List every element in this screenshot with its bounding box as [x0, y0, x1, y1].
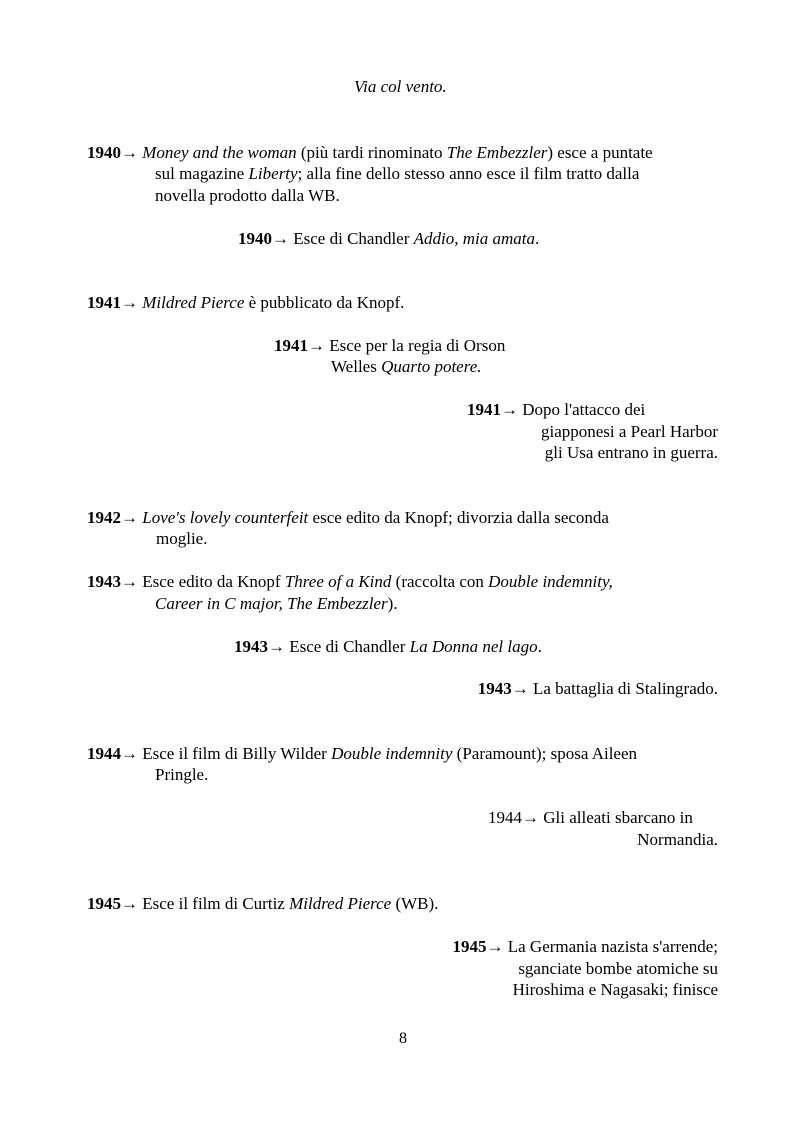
arrow: →: [486, 937, 504, 956]
entry-year: 1941: [274, 336, 308, 355]
entry-1945-end-war-line2: sganciate bombe atomiche su: [518, 959, 718, 978]
entry-1941-welles-line1: [274, 335, 505, 357]
entry-1940-money-line3: novella prodotto dalla WB.: [155, 186, 340, 205]
entry-1941-welles-line2: [331, 356, 482, 378]
entry-1944-wilder-line1: [87, 743, 637, 765]
entry-1943-knopf-line2: [155, 593, 398, 615]
entry-text: (WB).: [391, 894, 439, 913]
entry-1942-line2: moglie.: [156, 529, 208, 548]
entry-1944-normandy-line1: 1944→ Gli alleati sbarcano in: [488, 808, 693, 827]
entry-year: 1944: [87, 744, 121, 763]
arrow: →: [501, 400, 518, 419]
entry-year: 1943: [87, 572, 121, 591]
entry-text: Esce di Chandler: [289, 229, 414, 248]
entry-text: sul magazine: [155, 164, 249, 183]
entry-text: Esce il film di Billy Wilder: [138, 744, 332, 763]
entry-year: 1943: [234, 637, 268, 656]
entry-year: 1945: [87, 894, 121, 913]
entry-year: 1941: [87, 293, 121, 312]
arrow: →: [121, 744, 138, 763]
entry-1945-curtiz: [87, 893, 438, 915]
top-line: Via col vento.: [354, 77, 447, 96]
entry-text: (più tardi rinominato: [296, 143, 447, 162]
work-title: Career in C major, The Embezzler: [155, 594, 388, 613]
entry-1945-end-war-line1: [452, 936, 718, 958]
entry-1943-chandler: [234, 636, 542, 658]
entry-text: ; alla fine dello stesso anno esce il film tratto dalla: [297, 164, 640, 183]
work-title: La Donna nel lago: [409, 637, 538, 656]
entry-text: La Germania nazista s'arrende;: [503, 937, 718, 956]
entry-1941-pearl-line2: giapponesi a Pearl Harbor: [540, 422, 718, 441]
entry-text: ).: [387, 594, 398, 613]
work-title: Liberty: [248, 164, 298, 183]
entry-text: Dopo l'attacco dei: [518, 400, 646, 419]
entry-text: Esce di Chandler: [285, 637, 410, 656]
arrow: →: [272, 229, 289, 248]
work-title: Addio, mia amata: [413, 229, 535, 248]
entry-text: (Paramount); sposa Aileen: [452, 744, 638, 763]
entry-text: Esce edito da Knopf: [138, 572, 285, 591]
work-title: Three of a Kind: [284, 572, 392, 591]
page-number: 8: [399, 1030, 407, 1047]
arrow: →: [121, 572, 138, 591]
entry-1945-end-war-line3: Hiroshima e Nagasaki; finisce: [512, 980, 718, 999]
arrow: →: [121, 508, 138, 527]
entry-1941-pearl-line1: [467, 399, 645, 421]
entry-year: 1945: [452, 937, 487, 956]
entry-text: ) esce a puntate: [547, 143, 653, 162]
entry-text: Welles: [331, 357, 382, 376]
arrow: →: [511, 679, 529, 698]
entry-1943-stalingrad: [478, 678, 718, 700]
arrow: →: [121, 143, 138, 162]
entry-1943-knopf-line1: [87, 571, 613, 593]
entry-1940-money-line2: [155, 163, 639, 185]
entry-1940-money-line1: [87, 142, 653, 164]
entry-1941-pearl-line3: gli Usa entrano in guerra.: [544, 443, 718, 462]
entry-1940-chandler: [238, 228, 539, 250]
work-title: Quarto potere.: [381, 357, 482, 376]
entry-year: 1940: [87, 143, 121, 162]
entry-1944-normandy-line2: Normandia.: [637, 830, 718, 849]
work-title: Mildred Pierce: [289, 894, 392, 913]
entry-text: .: [535, 229, 540, 248]
entry-text: .: [537, 637, 542, 656]
work-title: Double indemnity: [331, 744, 453, 763]
entry-text: Esce per la regia di Orson: [325, 336, 506, 355]
work-title: The Embezzler: [446, 143, 548, 162]
entry-year: 1942: [87, 508, 121, 527]
arrow: →: [121, 293, 138, 312]
work-title: Mildred Pierce: [142, 293, 245, 312]
entry-1941-mildred: [87, 292, 404, 314]
entry-text: La battaglia di Stalingrado.: [528, 679, 718, 698]
entry-year: 1940: [238, 229, 272, 248]
entry-text: Esce il film di Curtiz: [138, 894, 290, 913]
entry-text: esce edito da Knopf; divorzia dalla seconda: [308, 508, 609, 527]
entry-text: (raccolta con: [391, 572, 489, 591]
entry-text: è pubblicato da Knopf.: [244, 293, 405, 312]
arrow: →: [268, 637, 285, 656]
entry-year: 1943: [477, 679, 512, 698]
arrow: →: [308, 336, 325, 355]
work-title: Love's lovely counterfeit: [142, 508, 309, 527]
work-title: Double indemnity,: [488, 572, 613, 591]
arrow: →: [121, 894, 138, 913]
entry-1942-line1: [87, 507, 609, 529]
work-title: Money and the woman: [142, 143, 297, 162]
entry-year: 1941: [467, 400, 501, 419]
entry-1944-wilder-line2: Pringle.: [155, 765, 209, 784]
